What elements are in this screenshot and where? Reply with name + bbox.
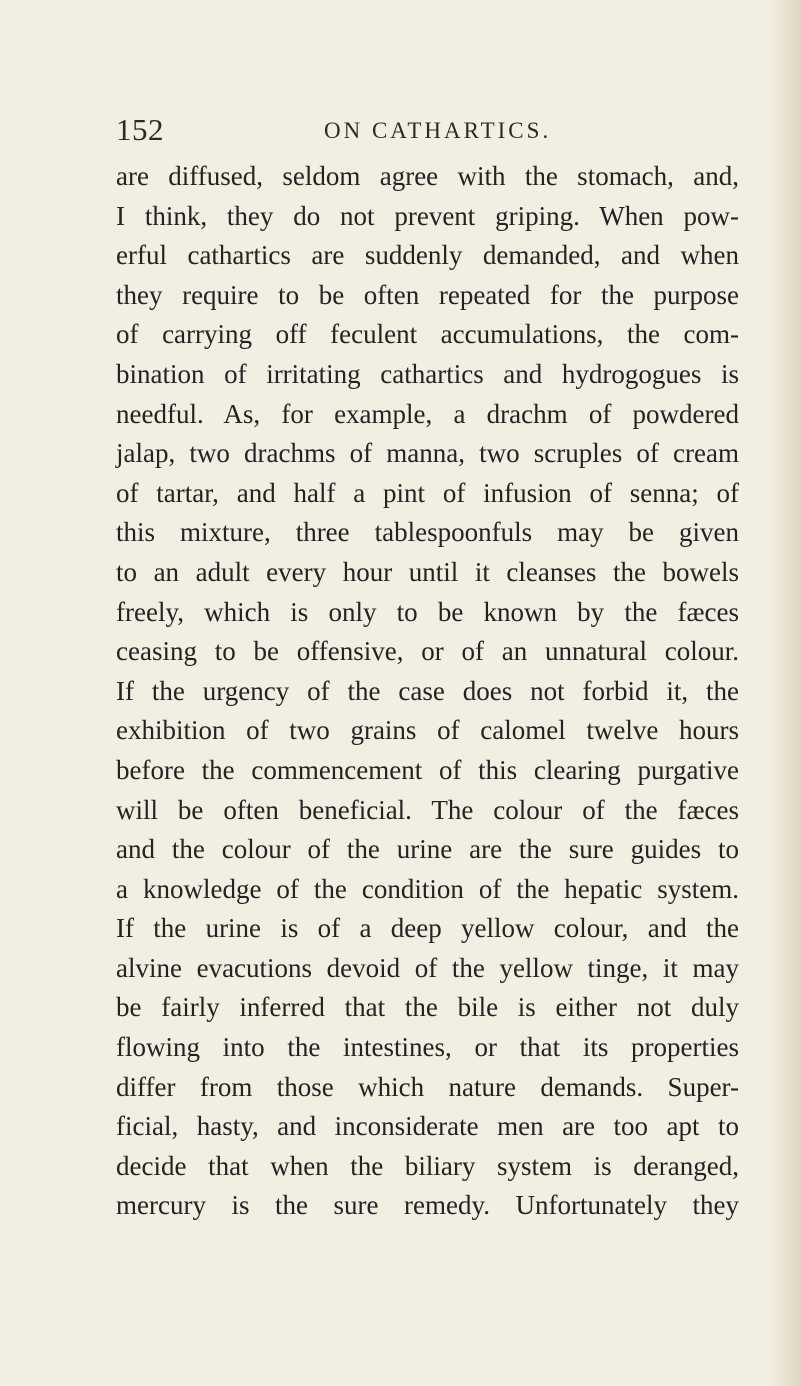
text-line: erful cathartics are suddenly demanded, and when: [116, 240, 739, 271]
text-line: ficial, hasty, and inconsiderate men are too apt to: [116, 1111, 739, 1142]
page-number: 152: [116, 112, 164, 147]
text-line: exhibition of two grains of calomel twelve hours: [116, 715, 739, 746]
text-line: I think, they do not prevent griping. When pow-: [116, 200, 739, 231]
text-line: a knowledge of the condition of the hepatic system.: [116, 873, 739, 904]
text-line: will be often beneficial. The colour of the fæces: [116, 794, 739, 825]
text-line: of tartar, and half a pint of infusion of senna; of: [116, 477, 739, 508]
body-text: [116, 157, 739, 1226]
text-line: before the commencement of this clearing purgative: [116, 754, 739, 785]
text-line: needful. As, for example, a drachm of powdered: [116, 398, 739, 429]
text-line: differ from those which nature demands. Super-: [116, 1071, 739, 1102]
text-line: mercury is the sure remedy. Unfortunately they: [116, 1190, 739, 1221]
text-line: decide that when the biliary system is deranged,: [116, 1150, 739, 1181]
text-line: alvine evacutions devoid of the yellow tinge, it may: [116, 952, 739, 983]
text-line: jalap, two drachms of manna, two scruples of cream: [116, 438, 739, 469]
text-line: be fairly inferred that the bile is either not duly: [116, 992, 739, 1023]
text-line: of carrying off feculent accumulations, the com-: [116, 319, 739, 350]
text-line: to an adult every hour until it cleanses the bowels: [116, 556, 739, 587]
text-line: flowing into the intestines, or that its properties: [116, 1032, 739, 1063]
text-line: are diffused, seldom agree with the stomach, and,: [116, 161, 739, 191]
page-header: [0, 112, 801, 152]
text-line: they require to be often repeated for the purpose: [116, 279, 739, 310]
text-line: this mixture, three tablespoonfuls may be given: [116, 517, 739, 548]
running-head: ON CATHARTICS.: [324, 118, 552, 143]
text-line: and the colour of the urine are the sure guides to: [116, 834, 739, 865]
text-line: If the urine is of a deep yellow colour, and the: [116, 913, 739, 944]
text-line: If the urgency of the case does not forbid it, the: [116, 675, 739, 706]
text-line: bination of irritating cathartics and hydrogogues is: [116, 358, 739, 389]
text-line: ceasing to be offensive, or of an unnatural colour.: [116, 636, 739, 667]
text-line: freely, which is only to be known by the fæces: [116, 596, 739, 627]
